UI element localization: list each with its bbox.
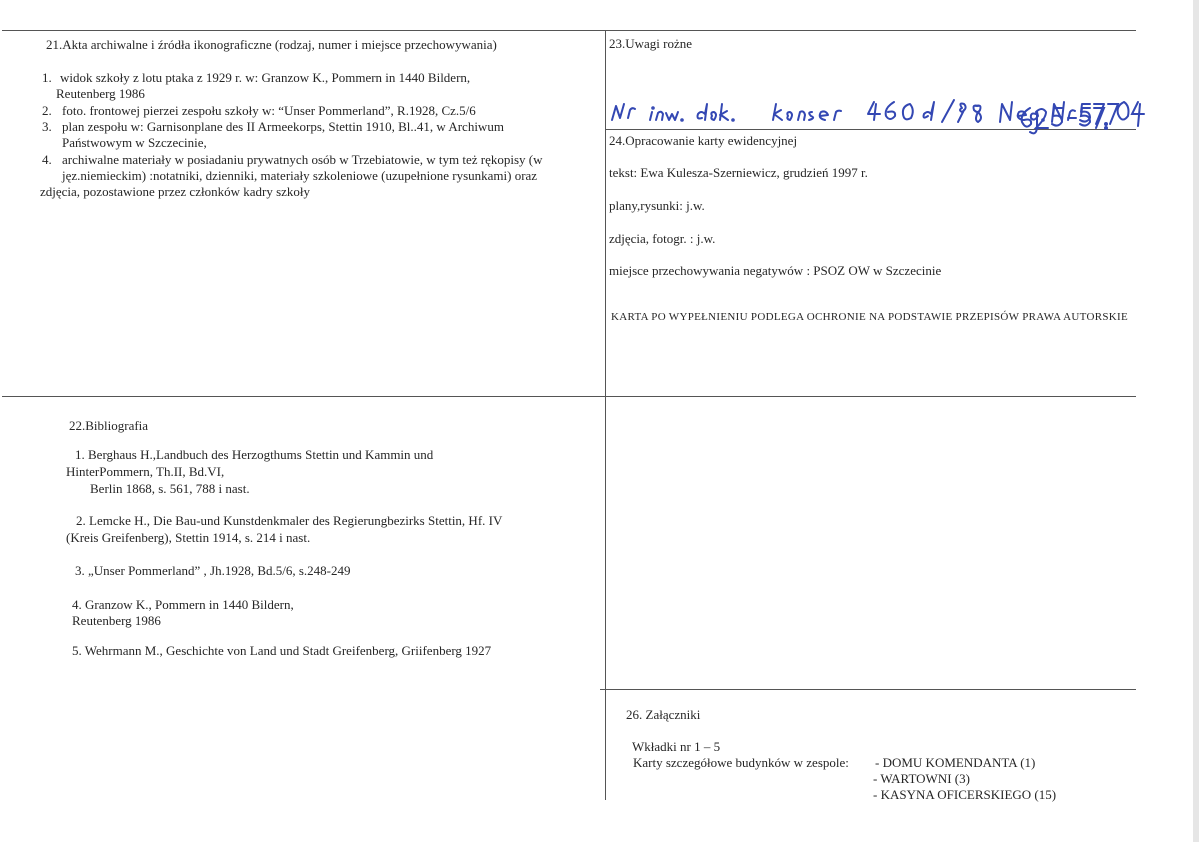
section24-title: 24.Opracowanie karty ewidencyjnej: [609, 133, 798, 148]
list-item-number: 4.: [42, 152, 52, 167]
bibliography-entry: 4. Granzow K., Pommern in 1440 Bildern,: [72, 597, 294, 612]
building-card-item: - DOMU KOMENDANTA (1): [875, 755, 1036, 770]
top-rule: [2, 30, 1136, 31]
handwritten-digits: [1018, 104, 1110, 158]
plans-line: plany,rysunki: j.w.: [609, 198, 705, 213]
copyright-notice: KARTA PO WYPEŁNIENIU PODLEGA OCHRONIE NA PODSTAWIE PRZEPISÓW PRAWA AUTORSKIE: [611, 311, 1128, 323]
list-item-text: zdjęcia, pozostawione przez członków kadry szkoły: [40, 184, 311, 199]
middle-rule: [2, 396, 1136, 397]
list-item-text: Reutenberg 1986: [56, 86, 145, 101]
bibliography-entry: Berlin 1868, s. 561, 788 i nast.: [90, 481, 250, 496]
building-card-item: - WARTOWNI (3): [873, 771, 970, 786]
list-item-text: archiwalne materiały w posiadaniu prywatnych osób w Trzebiatowie, w tym też rękopisy (w: [62, 152, 543, 167]
bibliography-entry: 3. „Unser Pommerland” , Jh.1928, Bd.5/6, s.248-249: [75, 563, 351, 578]
building-card-item: - KASYNA OFICERSKIEGO (15): [873, 787, 1057, 802]
list-item-number: 1.: [42, 70, 52, 85]
author-line: tekst: Ewa Kulesza-Szerniewicz, grudzień 1997 r.: [609, 165, 868, 180]
list-item-number: 3.: [42, 119, 52, 134]
bibliography-entry: Reutenberg 1986: [72, 613, 161, 628]
list-item-text: plan zespołu w: Garnisonplane des II Armeekorps, Stettin 1910, Bl..41, w Archiwum: [62, 119, 504, 134]
negatives-location-line: miejsce przechowywania negatywów : PSOZ OW w Szczecinie: [609, 263, 942, 278]
section22-title: 22.Bibliografia: [69, 418, 149, 433]
building-cards-label: Karty szczegółowe budynków w zespole:: [633, 755, 849, 770]
section23-title: 23.Uwagi rożne: [609, 36, 693, 51]
scan-edge-right: [1193, 0, 1199, 842]
photos-line: zdjęcia, fotogr. : j.w.: [609, 231, 716, 246]
handwritten-inventory-note-tail: [1106, 98, 1166, 158]
bibliography-entry: 1. Berghaus H.,Landbuch des Herzogthums Stettin und Kammin und: [75, 447, 434, 462]
list-item-text: widok szkoły z lotu ptaka z 1929 r. w: Granzow K., Pommern in 1440 Bildern,: [60, 70, 471, 85]
list-item-text: Państwowym w Szczecinie,: [62, 135, 207, 150]
bibliography-entry: HinterPommern, Th.II, Bd.VI,: [66, 464, 225, 479]
inserts-line: Wkładki nr 1 – 5: [632, 739, 721, 754]
bibliography-entry: 2. Lemcke H., Die Bau-und Kunstdenkmaler des Regierungbezirks Stettin, Hf. IV: [76, 513, 503, 528]
section26-title: 26. Załączniki: [626, 707, 701, 722]
section26-top-rule: [600, 689, 1136, 690]
list-item-number: 2.: [42, 103, 52, 118]
bibliography-entry: 5. Wehrmann M., Geschichte von Land und Stadt Greifenberg, Griifenberg 1927: [72, 643, 492, 658]
bibliography-entry: (Kreis Greifenberg), Stettin 1914, s. 214 i nast.: [66, 530, 311, 545]
list-item-text: foto. frontowej pierzei zespołu szkoły w: “Unser Pommerland”, R.1928, Cz.5/6: [62, 103, 476, 118]
list-item-text: jęz.niemieckim) :notatniki, dzienniki, materiały szkoleniowe (uzupełnione rysunkami) oraz: [62, 168, 538, 183]
section21-title: 21.Akta archiwalne i źródła ikonograficzne (rodzaj, numer i miejsce przechowywania): [46, 37, 497, 52]
